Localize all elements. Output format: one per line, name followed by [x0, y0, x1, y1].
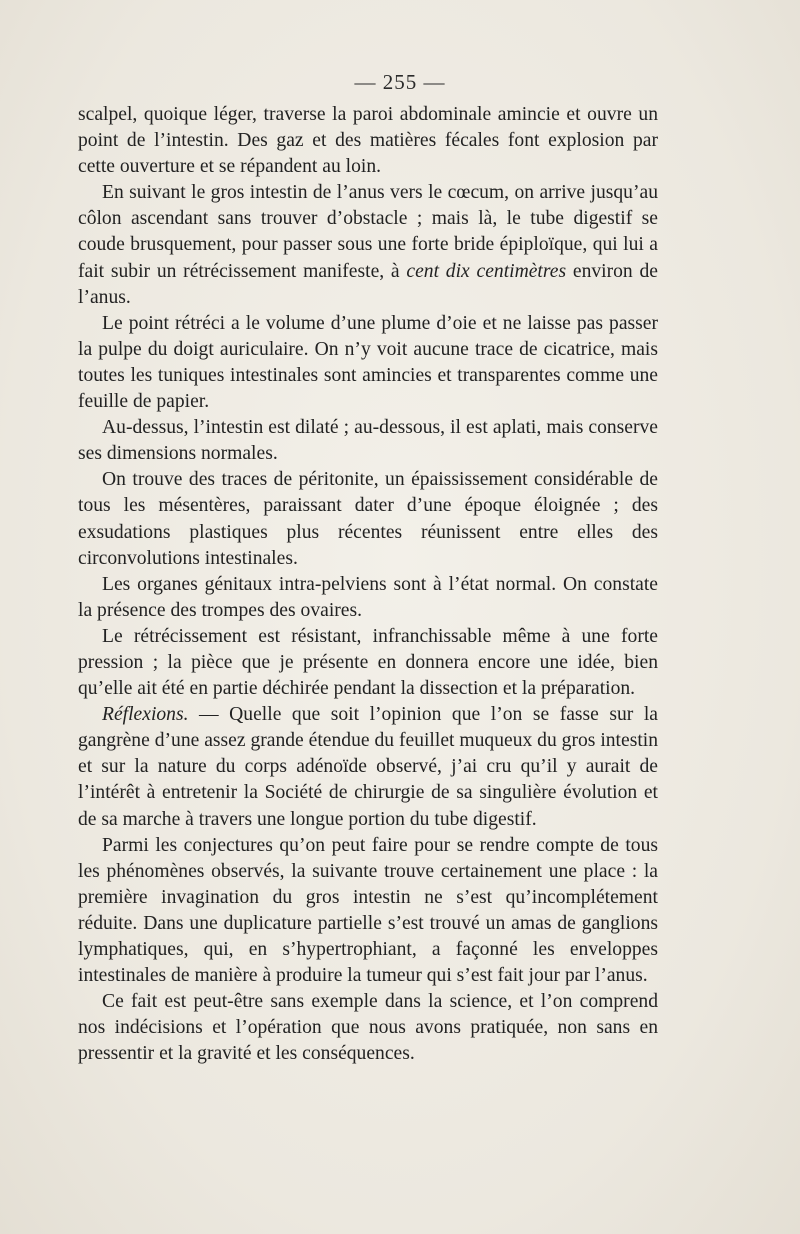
paragraph-10: Ce fait est peut-être sans exemple dans la science, et l’on comprend nos indécisions et l’opération que nous avons pratiquée, non sans en pressentir et la gravité et les conséquences. — [78, 991, 658, 1065]
paragraph-2-text-b: environ de l’anus. — [78, 260, 658, 308]
paragraph-2 — [78, 180, 658, 310]
paragraph-5: On trouve des traces de péritonite, un épaississement considérable de tous les mésentères, paraissant dater d’une époque éloignée ; des exsudations plastiques plus récentes réunissent entre elles des circonvolutions intestinales. — [78, 469, 658, 569]
paragraph-3: Le point rétréci a le volume d’une plume d’oie et ne laisse pas passer la pulpe du doigt auriculaire. On n’y voit aucune trace de cicatrice, mais toutes les tuniques intestinales sont amincies et transparentes comme une feuille de papier. — [78, 312, 658, 413]
paragraph-2-italic: cent dix centimètres — [406, 260, 567, 282]
paragraph-8-heading: Réflexions. — [102, 704, 189, 726]
page-number: — 255 — — [354, 70, 446, 94]
paragraph-9: Parmi les conjectures qu’on peut faire pour se rendre compte de tous les phénomènes observés, la suivante trouve certainement une place : la première invagination du gros intestin ne s’est qu’incomplétement réduite. Dans une duplicature partielle s’est trouvé un amas de ganglions lymphatiques, qui, en s’hypertrophiant, a façonné les enveloppes intestinales de manière à produire la tumeur qui s’est fait jour par l’anus. — [78, 834, 658, 987]
paragraph-4: Au-dessus, l’intestin est dilaté ; au-dessous, il est aplati, mais conserve ses dimensions normales. — [78, 417, 658, 465]
paragraph-7: Le rétrécissement est résistant, infranchissable même à une forte pression ; la pièce que je présente en donnera encore une idée, bien qu’elle ait été en partie déchirée pendant la dissection et la préparation. — [78, 625, 658, 700]
paragraph-2-text-a: En suivant le gros intestin de l’anus vers le cœcum, on arrive jusqu’au côlon ascendant sans trouver d’obstacle ; mais là, le tube digestif se coude brusquement, pour passer sous une forte bride épiploïque, qui lui a fait subir un rétrécissement manifeste, à — [78, 182, 658, 282]
paragraph-6: Les organes génitaux intra-pelviens sont à l’état normal. On constate la présence des trompes des ovaires. — [78, 573, 658, 621]
paragraph-8 — [78, 702, 658, 832]
paragraph-1: scalpel, quoique léger, traverse la paroi abdominale amincie et ouvre un point de l’intestin. Des gaz et des matières fécales font explosion par cette ouverture et se répandent au loin. — [78, 104, 658, 178]
paragraph-8-text: — Quelle que soit l’opinion que l’on se fasse sur la gangrène d’une assez grande étendue du feuillet muqueux du gros intestin et sur la nature du corps adénoïde observé, j’ai cru qu’il y aurait de l’intérêt à entretenir la Société de chirurgie de sa singulière évolution et de sa marche à travers une longue portion du tube digestif. — [78, 704, 659, 830]
body-text — [78, 102, 658, 1067]
